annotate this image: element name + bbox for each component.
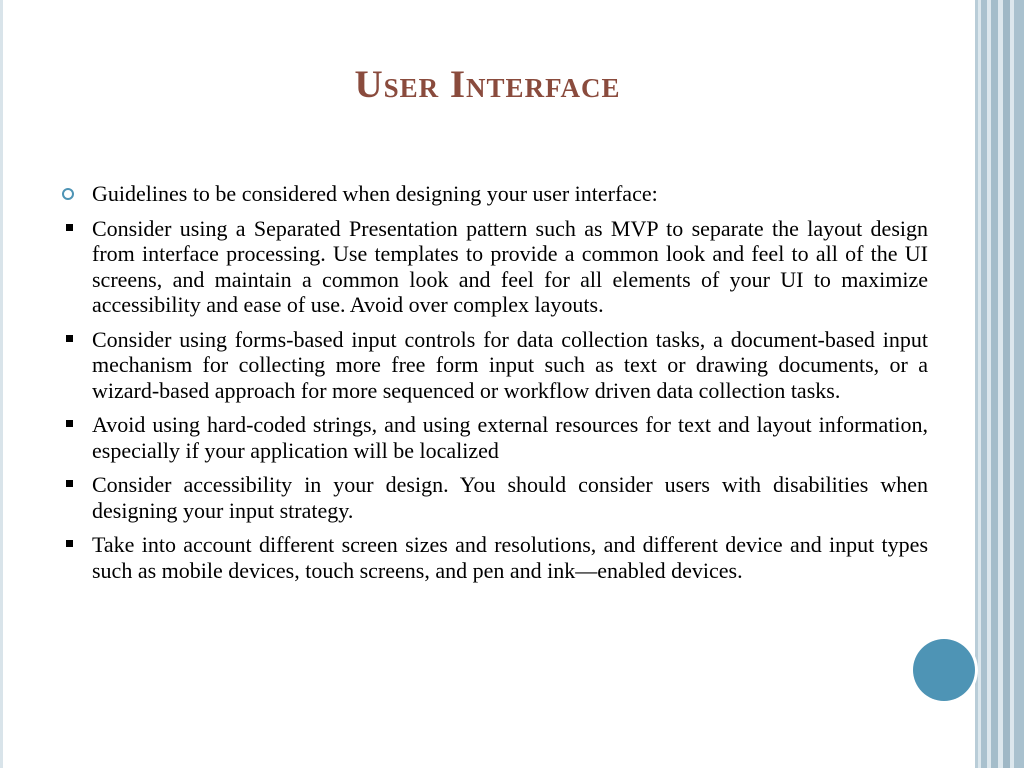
intro-item xyxy=(62,181,928,207)
square-bullet-icon xyxy=(66,420,73,427)
square-bullet-icon xyxy=(66,540,73,547)
circle-bullet-icon xyxy=(62,188,74,200)
bullet-text: Consider accessibility in your design. You should consider users with disabilities when designing your input strategy. xyxy=(92,472,928,523)
frame-stripe xyxy=(1014,0,1024,768)
bullet-item-4 xyxy=(62,472,928,523)
frame-stripe xyxy=(975,0,978,768)
intro-text: Guidelines to be considered when designing your user interface: xyxy=(92,181,658,206)
bullet-item-5 xyxy=(62,532,928,583)
bullet-text: Avoid using hard-coded strings, and using external resources for text and layout information, especially if your application will be localized xyxy=(92,412,928,463)
frame-stripe xyxy=(981,0,987,768)
bullet-item-1 xyxy=(62,216,928,318)
bullet-text: Consider using forms-based input controls for data collection tasks, a document-based input mechanism for collecting more free form input such as text or drawing documents, or a wizard-based approach for more sequenced or workflow driven data collection tasks. xyxy=(92,326,928,403)
square-bullet-icon xyxy=(66,335,73,342)
frame-stripe xyxy=(1003,0,1010,768)
slide-title: User Interface xyxy=(354,63,621,106)
bullet-text: Consider using a Separated Presentation pattern such as MVP to separate the layout design from interface processing. Use templates to provide a common look and feel to all of the UI screens, and maintain a common look and feel for all elements of your UI to maximize accessibility and ease of use. Avoid over complex layouts. xyxy=(92,215,928,317)
decorative-circle-icon xyxy=(913,639,975,701)
square-bullet-icon xyxy=(66,480,73,487)
left-border xyxy=(0,0,3,768)
bullet-item-2 xyxy=(62,327,928,404)
bullet-item-3 xyxy=(62,412,928,463)
frame-stripe xyxy=(991,0,998,768)
square-bullet-icon xyxy=(66,224,73,231)
slide-content xyxy=(62,181,928,592)
bullet-text: Take into account different screen sizes and resolutions, and different device and input types such as mobile devices, touch screens, and pen and ink—enabled devices. xyxy=(92,532,928,583)
